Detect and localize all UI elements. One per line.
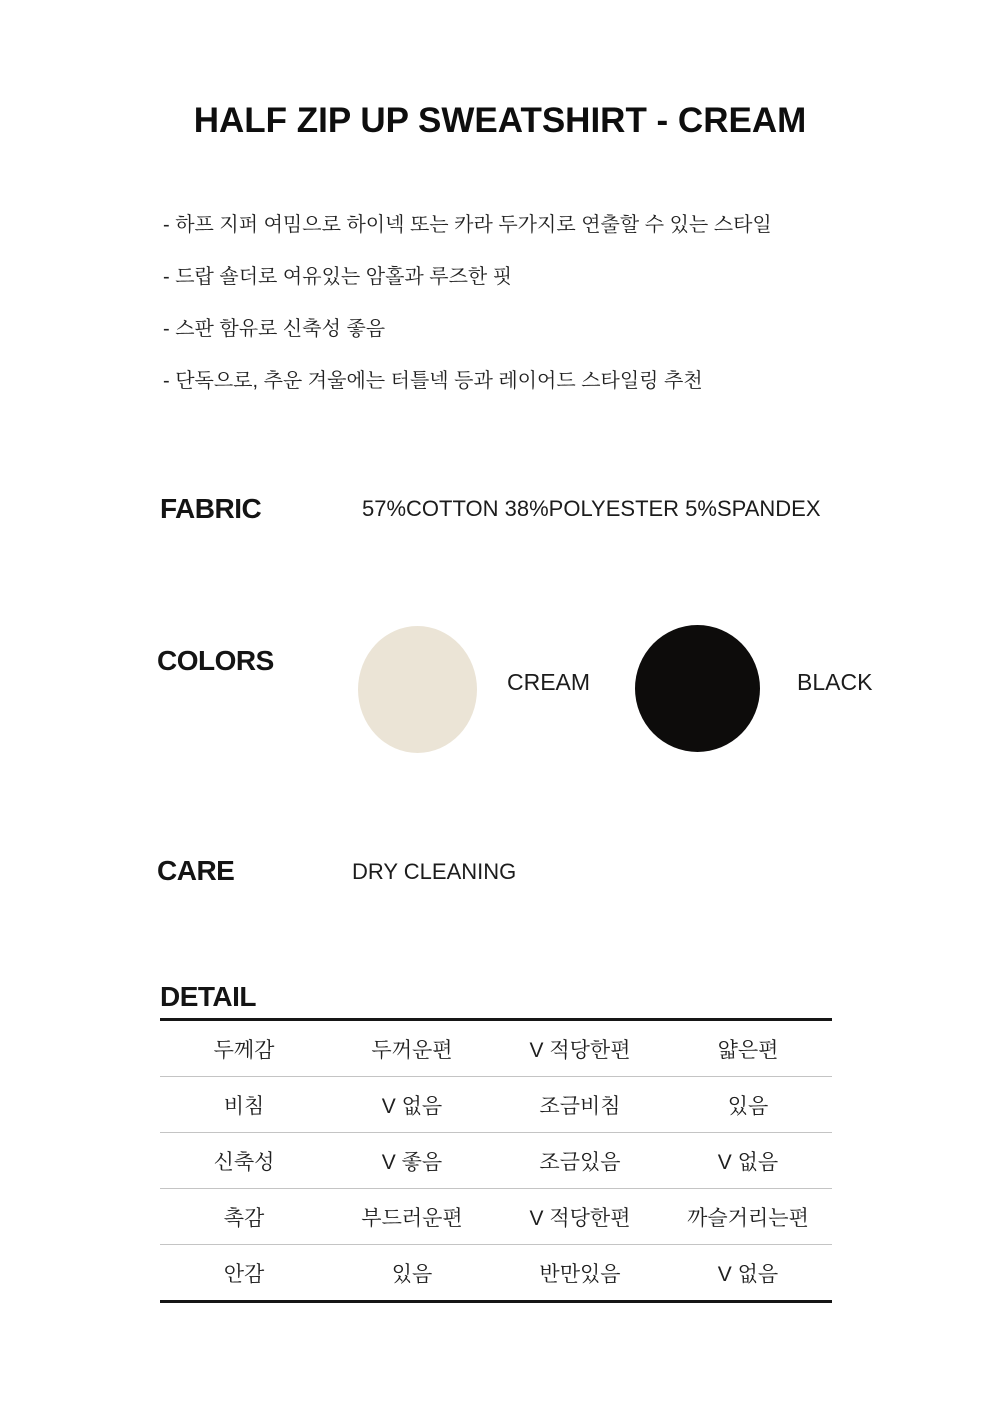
care-label: CARE [157, 855, 235, 886]
detail-heading: DETAIL [160, 981, 257, 1012]
feature-item: - 스판 함유로 신축성 좋음 [163, 318, 386, 340]
color-name-black: BLACK [797, 669, 873, 695]
option-cell: 두꺼운편 [371, 1038, 453, 1062]
option-cell: 조금비침 [539, 1094, 621, 1118]
fabric-value: 57%COTTON 38%POLYESTER 5%SPANDEX [362, 496, 821, 521]
option-cell: V 없음 [717, 1150, 779, 1174]
colors-label: COLORS [157, 645, 274, 676]
feature-item: - 하프 지퍼 여밈으로 하이넥 또는 카라 두가지로 연출할 수 있는 스타일 [163, 214, 772, 236]
feature-list [163, 214, 772, 422]
row-label: 안감 [223, 1262, 265, 1286]
row-label: 비침 [223, 1094, 265, 1118]
table-row [160, 1020, 832, 1077]
row-label: 신축성 [213, 1150, 275, 1174]
table-row [160, 1077, 832, 1133]
option-cell: V 적당한편 [529, 1038, 631, 1062]
table-row [160, 1189, 832, 1245]
detail-table [160, 1018, 832, 1303]
care-value: DRY CLEANING [352, 859, 517, 884]
option-cell: 있음 [391, 1262, 433, 1286]
fabric-label: FABRIC [160, 493, 262, 524]
page-title: HALF ZIP UP SWEATSHIRT - CREAM [193, 101, 807, 140]
row-label: 촉감 [223, 1206, 265, 1230]
option-cell: 조금있음 [539, 1150, 621, 1174]
color-swatch-black [635, 625, 760, 752]
option-cell: V 없음 [381, 1094, 443, 1118]
row-label: 두께감 [213, 1038, 275, 1062]
option-cell: 있음 [727, 1094, 769, 1118]
feature-item: - 단독으로, 추운 겨울에는 터틀넥 등과 레이어드 스타일링 추천 [163, 370, 703, 392]
feature-item: - 드랍 숄더로 여유있는 암홀과 루즈한 핏 [163, 266, 513, 288]
option-cell: V 없음 [717, 1262, 779, 1286]
color-swatch-cream [358, 626, 477, 753]
table-row [160, 1245, 832, 1302]
color-name-cream: CREAM [507, 669, 591, 695]
option-cell: 얇은편 [717, 1038, 779, 1062]
option-cell: 부드러운편 [361, 1206, 463, 1230]
option-cell: V 적당한편 [529, 1206, 631, 1230]
table-row [160, 1133, 832, 1189]
option-cell: 까슬거리는편 [687, 1206, 809, 1230]
option-cell: V 좋음 [381, 1150, 443, 1174]
option-cell: 반만있음 [539, 1262, 621, 1286]
